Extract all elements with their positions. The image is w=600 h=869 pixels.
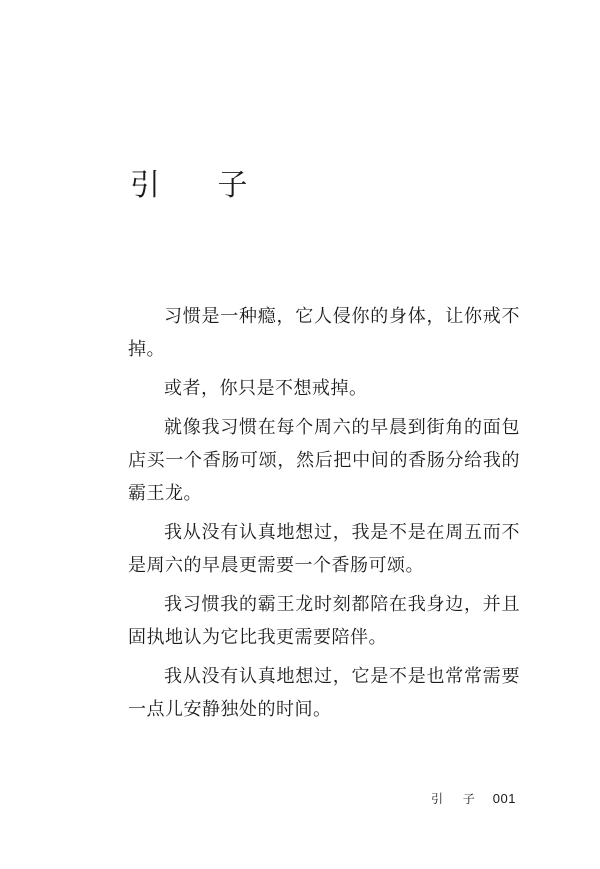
paragraph: 或者，你只是不想戒掉。 bbox=[164, 378, 368, 399]
paragraph: 我从没有认真地想过，它是不是也常常需要一点儿安静独处的时间。 bbox=[128, 666, 520, 720]
body-text bbox=[128, 300, 520, 726]
running-title: 引 子 bbox=[430, 792, 483, 806]
chapter-title: 引 子 bbox=[130, 168, 272, 203]
paragraph: 习惯是一种瘾，它人侵你的身体，让你戒不掉。 bbox=[128, 306, 520, 360]
paragraph: 我从没有认真地想过，我是不是在周五而不是周六的早晨更需要一个香肠可颂。 bbox=[128, 522, 520, 576]
paragraph: 就像我习惯在每个周六的早晨到街角的面包店买一个香肠可颂，然后把中间的香肠分给我的霸王龙。 bbox=[128, 417, 520, 504]
page-number: 001 bbox=[492, 791, 516, 806]
paragraph: 我习惯我的霸王龙时刻都陪在我身边，并且固执地认为它比我更需要陪伴。 bbox=[128, 594, 520, 648]
page-footer bbox=[431, 791, 516, 807]
